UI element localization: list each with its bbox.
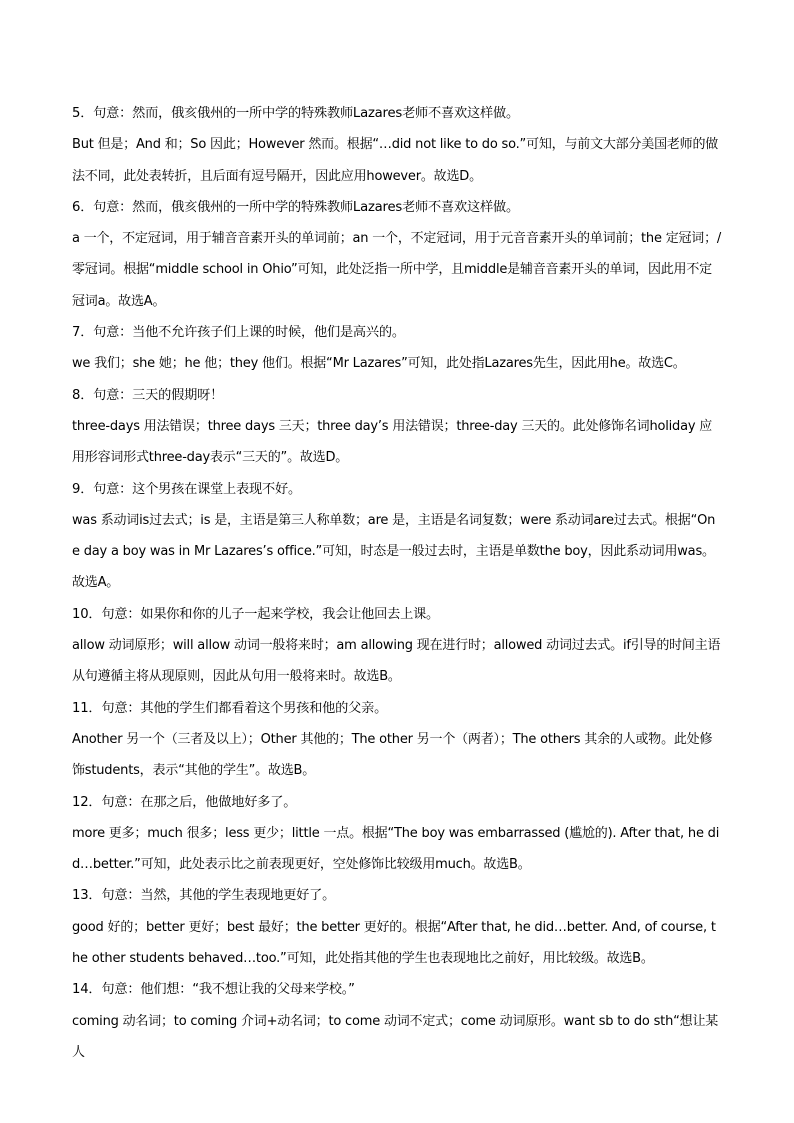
question-8-explanation: three-days 用法错误；three days 三天；three day’s 用法错误；three-day 三天的。此处修饰名词holiday 应用形容词形式three-day表示“三天的”。故选D。 (72, 418, 713, 466)
question-5-heading: 5．句意：然而，俄亥俄州的一所中学的特殊教师Lazares老师不喜欢这样做。 (72, 106, 519, 121)
question-9-explanation: was 系动词is过去式；is 是，主语是第三人称单数；are 是，主语是名词复数；were 系动词are过去式。根据“One day a boy was in Mr Lazares’s office.”可知，时态是一般过去时，主语是单数the boy，因此系动词用was。故选A。 (72, 512, 716, 591)
question-5-explanation: But 但是；And 和；So 因此；However 然而。根据“…did not like to do so.”可知，与前文大部分美国老师的做法不同，此处表转折，且后面有逗号隔开，因此应用however。故选D。 (72, 137, 719, 184)
question-10-heading: 10．句意：如果你和你的儿子一起来学校，我会让他回去上课。 (72, 606, 440, 622)
question-9-heading: 9．句意：这个男孩在课堂上表现不好。 (72, 481, 301, 497)
question-11-explanation: Another 另一个（三者及以上）；Other 其他的；The other 另一个（两者）；The others 其余的人或物。此处修饰students，表示“其他的学生”。故选B。 (72, 731, 713, 779)
question-11-heading: 11．句意：其他的学生们都看着这个男孩和他的父亲。 (72, 700, 388, 716)
question-6-explanation: a 一个，不定冠词，用于辅音音素开头的单词前；an 一个，不定冠词，用于元音音素开头的单词前；the 定冠词；/零冠词。根据“middle school in Ohio”可知，此处泛指一所中学，且middle是辅音音素开头的单词，因此用不定冠词a。故选A。 (72, 231, 722, 309)
question-14-heading: 14．句意：他们想：“我不想让我的父母来学校。” (72, 982, 355, 998)
question-12-explanation: more 更多；much 很多；less 更少；little 一点。根据“The boy was embarrassed (尴尬的). After that, he did…better.”可知，此处表示比之前表现更好，空处修饰比较级用much。故选B。 (72, 825, 720, 873)
question-13-heading: 13．句意：当然，其他的学生表现地更好了。 (72, 888, 336, 904)
question-12-heading: 12．句意：在那之后，他做地好多了。 (72, 794, 297, 810)
question-7-heading: 7．句意：当他不允许孩子们上课的时候，他们是高兴的。 (72, 325, 405, 341)
question-6-heading: 6．句意：然而，俄亥俄州的一所中学的特殊教师Lazares老师不喜欢这样做。 (72, 199, 519, 215)
question-10-explanation: allow 动词原形；will allow 动词一般将来时；am allowing 现在进行时；allowed 动词过去式。if引导的时间主语从句遵循主将从现原则，因此从句用一般将来时。故选B。 (72, 638, 721, 685)
document-body (72, 98, 722, 1068)
question-14-explanation: coming 动名词；to coming 介词+动名词；to come 动词不定式；come 动词原形。want sb to do sth“想让某人 (72, 1013, 719, 1060)
question-7-explanation: we 我们；she 她；he 他；they 他们。根据“Mr Lazares”可知，此处指Lazares先生，因此用he。故选C。 (72, 356, 686, 372)
question-13-explanation: good 好的；better 更好；best 最好；the better 更好的。根据“After that, he did…better. And, of course, the other students behaved…too.”可知，此处指其他的学生也表现地比之前好，用比较级。故选B。 (72, 919, 716, 967)
question-8-heading: 8．句意：三天的假期呀！ (72, 387, 224, 403)
